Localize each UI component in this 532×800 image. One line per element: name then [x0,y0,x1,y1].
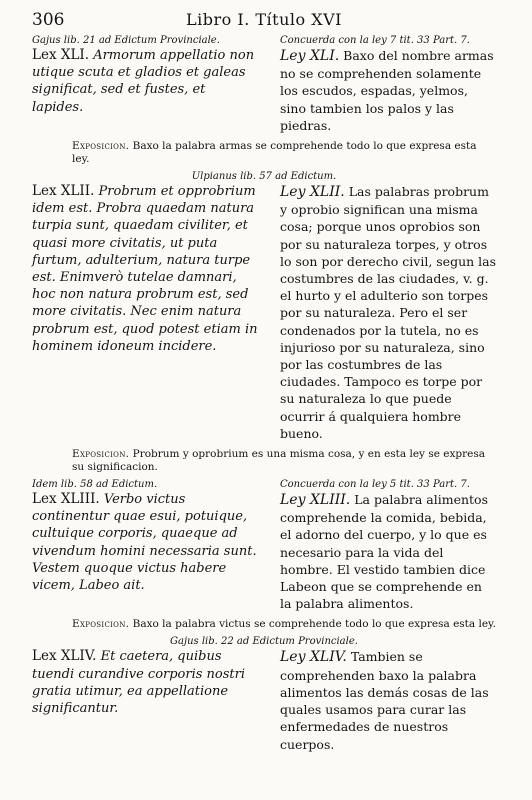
spanish-paragraph [280,47,496,134]
latin-paragraph [32,183,258,355]
document-page [32,8,496,753]
latin-column [32,183,258,442]
exposicion-text: Baxo la palabra armas se comprehende todo lo que expresa esta ley. [72,140,477,166]
exposicion-label: Exposicion. [72,448,130,461]
spanish-column [280,183,496,442]
spanish-law-number: Ley XLIII. [280,492,351,509]
latin-text: Et caetera, quibus tuendi curandive corporis nostri gratia utimur, ea appellatione significantur. [32,649,246,717]
section-lex-41 [32,34,496,166]
section-lex-42 [32,170,496,474]
section-lex-44 [32,635,496,752]
latin-text: Verbo victus continentur quae esui, potuique, cultuique corporis, quaeque ad vivendum homini necessaria sunt. Vestem quoque victus habere vicem, Labeo ait. [32,492,257,594]
spanish-column [280,34,496,134]
shared-source: Gajus lib. 22 ad Edictum Provinciale. [170,636,358,648]
latin-law-number: Lex XLIII. [32,491,100,508]
spanish-paragraph [280,183,496,442]
shared-source: Ulpianus lib. 57 ad Edictum. [191,171,337,183]
page-number: 306 [32,10,65,30]
latin-text: Probrum et opprobrium idem est. Probra quaedam natura turpia sunt, quaedam civiliter, et quasi more civitatis, ut puta furtum, adulterium, natura turpe est. Enimverò tutelae damnari, hoc non natura probrum est, sed more civitatis. Nec enim natura probrum est, quod potest etiam in hominem idoneum incidere. [32,184,258,354]
latin-column [32,478,258,612]
spanish-law-number: Ley XLI. [280,48,340,64]
page-header [32,8,496,34]
exposicion [32,448,496,474]
spanish-source: Concuerda con la ley 5 tit. 33 Part. 7. [280,479,470,491]
section-lex-43 [32,478,496,631]
spanish-paragraph [280,491,496,612]
latin-source: Gajus lib. 21 ad Edictum Provinciale. [32,35,220,46]
spanish-paragraph [280,648,496,752]
exposicion-label: Exposicion. [72,140,130,153]
spanish-law-number: Ley XLII. [280,184,345,201]
exposicion [32,618,496,631]
spanish-text: Baxo del nombre armas no se comprehenden solamente los escudos, espadas, yelmos, sino tambien los palos y las piedras. [280,48,494,133]
latin-law-number: Lex XLI. [32,47,90,63]
latin-paragraph [32,47,258,116]
spanish-text: La palabra alimentos comprehende la comida, bebida, el adorno del cuerpo, y lo que es necesario para la vida del hombre. El vestido tambien dice Labeon que se comprehende en la palabra alimentos. [280,492,488,612]
latin-paragraph [32,648,258,717]
running-head: Libro I. Título XVI [186,10,342,29]
spanish-law-number: Ley XLIV. [280,649,347,666]
latin-column [32,34,258,134]
spanish-source: Concuerda con la ley 7 tit. 33 Part. 7. [280,35,470,46]
latin-source: Idem lib. 58 ad Edictum. [32,479,158,491]
latin-column [32,648,258,752]
spanish-text: Las palabras probrum y oprobio significan una misma cosa; porque unos oprobios son por su naturaleza torpes, y otros lo son por derecho civil, segun las costumbres de las ciudades, v. g. el hurto y el adulterio son torpes por su naturaleza. Pero el ser condenados por la tutela, no es injurioso por su naturaleza, sino por las costumbres de las ciudades. Tampoco es torpe por su naturaleza lo que puede ocurrir á qualquiera hombre bueno. [280,184,497,441]
exposicion [32,140,496,166]
exposicion-text: Baxo la palabra victus se comprehende todo lo que expresa esta ley. [132,618,496,631]
latin-paragraph [32,491,258,594]
latin-law-number: Lex XLII. [32,183,95,200]
latin-law-number: Lex XLIV. [32,648,97,665]
spanish-column [280,648,496,752]
exposicion-label: Exposicion. [72,618,130,631]
latin-text: Armorum appellatio non utique scuta et gladios et galeas significat, sed et fustes, et lapides. [32,48,255,115]
exposicion-text: Probrum y oprobrium es una misma cosa, y en esta ley se expresa su significacion. [72,448,486,474]
spanish-column [280,478,496,612]
spanish-text: Tambien se comprehenden baxo la palabra alimentos las demás cosas de las quales usamos para curar las enfermedades de nuestros cuerpos. [280,649,489,752]
